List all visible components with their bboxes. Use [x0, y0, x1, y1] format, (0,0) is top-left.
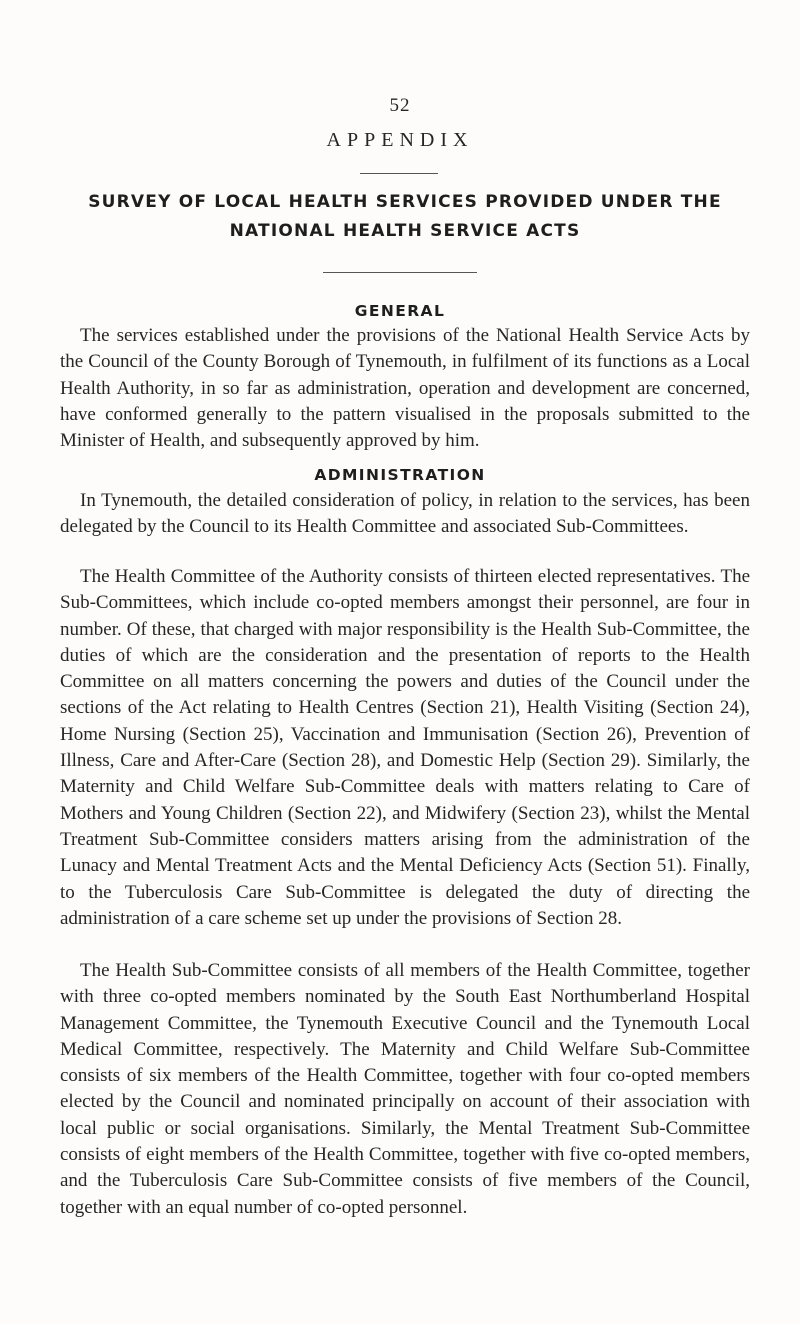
section-heading-administration: ADMINISTRATION	[314, 466, 486, 484]
page-number: 52	[389, 95, 411, 116]
survey-title-line-2: NATIONAL HEALTH SERVICE ACTS	[229, 221, 581, 241]
general-paragraph: The services established under the provisions of the National Health Service Acts by the Council of the County Borough of Tynemouth, in fulfilment of its functions as a Local Health Authority, in so far as administration, operation and development are concerned, have conformed generally to the pattern visualised in the proposals submitted to the Minister of Health, and subsequently approved by him.	[60, 325, 750, 452]
administration-paragraph-1: In Tynemouth, the detailed consideration of policy, in relation to the services, has been delegated by the Council to its Health Committee and associated Sub-Committees.	[60, 490, 750, 538]
section-heading-general: GENERAL	[354, 302, 446, 320]
appendix-label: APPENDIX	[326, 129, 474, 151]
administration-paragraph-2: The Health Committee of the Authority consists of thirteen elected representatives. The Sub-Committees, which include co-opted members amongst their personnel, are four in number. Of these, that charged with major responsibility is the Health Sub-Committee, the duties of which are the consideration and the presentation of reports to the Health Committee on all matters concerning the powers and duties of the Council under the sections of the Act relating to Health Centres (Section 21), Health Visiting (Section 24), Home Nursing (Section 25), Vaccination and Immunisation (Section 26), Prevention of Illness, Care and After-Care (Section 28), and Domestic Help (Section 29). Similarly, the Maternity and Child Welfare Sub-Committee deals with matters relating to Care of Mothers and Young Children (Section 22), and Midwifery (Section 23), whilst the Mental Treatment Sub-Committee considers matters arising from the administration of the Lunacy and Mental Treatment Acts and the Mental Deficiency Acts (Section 51). Finally, to the Tuberculosis Care Sub-Committee is delegated the duty of directing the administration of a care scheme set up under the provisions of Section 28.	[60, 566, 750, 929]
survey-title-line-1: SURVEY OF LOCAL HEALTH SERVICES PROVIDED UNDER THE	[88, 192, 722, 212]
divider-middle	[323, 272, 477, 273]
survey-title	[60, 188, 750, 246]
administration-paragraph-3: The Health Sub-Committee consists of all members of the Health Committee, together with three co-opted members nominated by the South East Northumberland Hospital Management Committee, the Tynemouth Executive Council and the Tynemouth Local Medical Committee, respectively. The Maternity and Child Welfare Sub-Committee consists of six members of the Health Committee, together with four co-opted members elected by the Council and nominated principally on account of their association with local public or social organisations. Similarly, the Mental Treatment Sub-Committee consists of eight members of the Health Committee, together with five co-opted members, and the Tuberculosis Care Sub-Committee consists of five members of the Council, together with an equal number of co-opted personnel.	[60, 960, 750, 1218]
divider-top	[360, 173, 438, 174]
